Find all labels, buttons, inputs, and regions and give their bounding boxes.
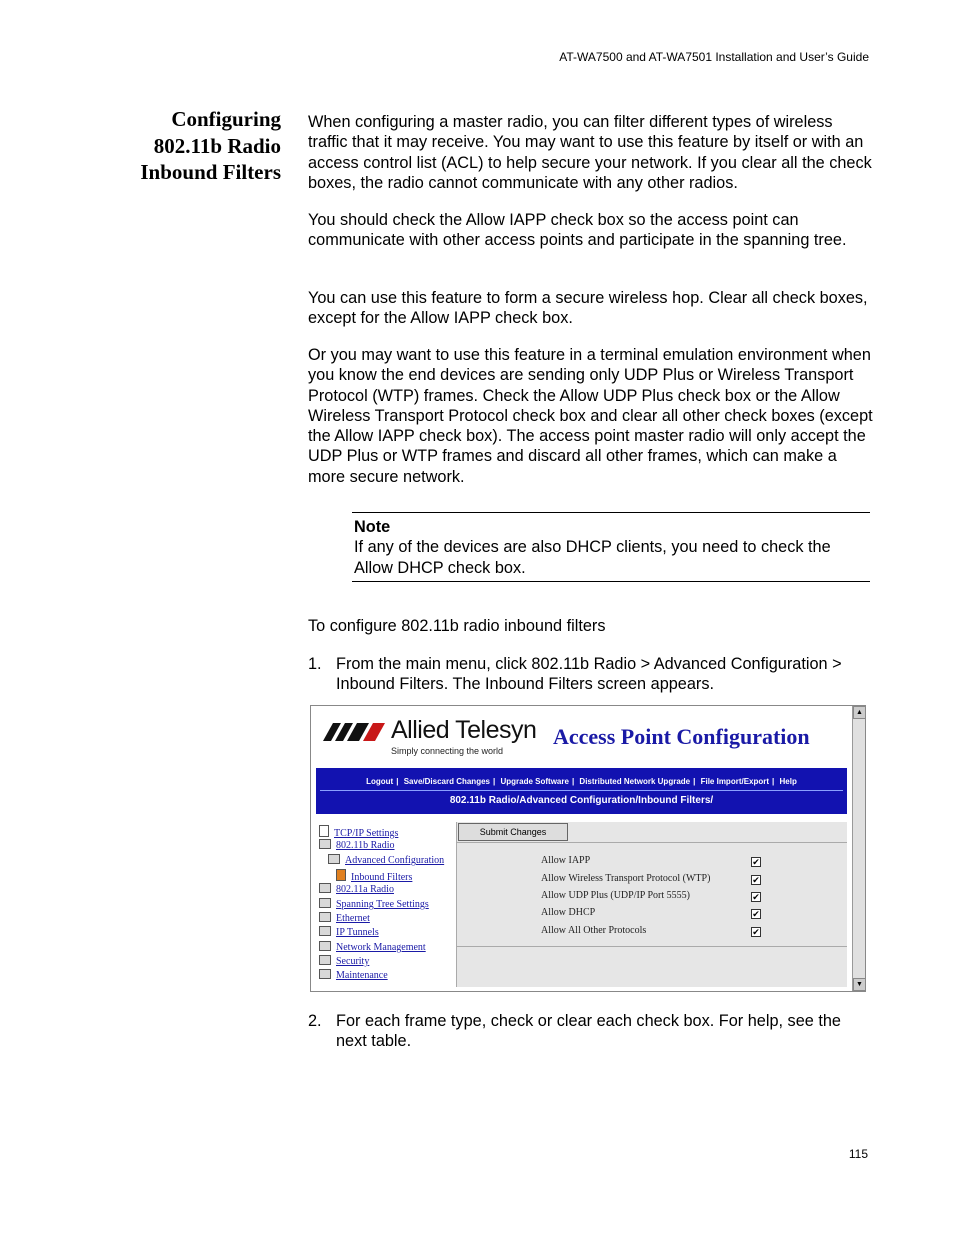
section-heading-line-1: Configuring <box>171 107 281 131</box>
filter-allow-iapp-label: Allow IAPP <box>541 855 591 866</box>
filter-allow-wtp-label: Allow Wireless Transport Protocol (WTP) <box>541 873 711 884</box>
nav-link-distributed-upgrade[interactable]: Distributed Network Upgrade <box>579 777 691 786</box>
section-heading <box>120 106 281 186</box>
step-text: From the main menu, click 802.11b Radio > Advanced Configuration > Inbound Filters. The Inbound Filters screen appears. <box>336 655 842 694</box>
content-area <box>457 822 847 987</box>
scroll-up-icon[interactable]: ▲ <box>853 706 866 719</box>
folder-icon <box>319 912 331 922</box>
filter-allow-udp-plus-checkbox[interactable]: ✔ <box>752 892 760 902</box>
folder-icon <box>319 926 331 936</box>
note-box <box>352 512 870 582</box>
nav-link-save-discard[interactable]: Save/Discard Changes <box>403 777 490 786</box>
nav-link-file-import-export[interactable]: File Import/Export <box>700 777 770 786</box>
page-number: 115 <box>848 1147 868 1161</box>
running-header: AT-WA7500 and AT-WA7501 Installation and User’s Guide <box>559 50 869 64</box>
body-paragraph-1: When configuring a master radio, you can filter different types of wireless traffic that it may receive. You may want to use this feature by itself or with an access control list (ACL) to help secure your network. If you clear all the check boxes, the radio cannot communicate with any other radios. <box>308 113 872 192</box>
folder-open-icon <box>319 839 331 849</box>
note-title: Note <box>354 518 391 536</box>
filter-allow-wtp-checkbox[interactable]: ✔ <box>752 875 760 885</box>
sidebar-item-network-management[interactable]: Network Management <box>319 941 426 953</box>
sidebar-item-inbound-filters[interactable]: Inbound Filters <box>336 869 412 883</box>
filter-allow-dhcp-checkbox[interactable]: ✔ <box>752 909 760 919</box>
page-icon <box>319 825 329 837</box>
folder-open-icon <box>328 854 340 864</box>
note-text: If any of the devices are also DHCP clients, you need to check the Allow DHCP check box. <box>354 538 831 577</box>
allied-telesyn-logo-icon <box>323 721 387 743</box>
body-paragraph-4: Or you may want to use this feature in a terminal emulation environment when you know the end devices are sending only UDP Plus or Wireless Transport Protocol (WTP) frames. Check the Allow UDP Plus check box or the Allow Wireless Transport Protocol check box and clear all other check boxes (except the Allow IAPP check box). The access point master radio will only accept the UDP Plus or WTP frames and discard all other frames, which can make a more secure network. <box>308 346 873 486</box>
folder-icon <box>319 883 331 893</box>
step-text: For each frame type, check or clear each check box. For help, see the next table. <box>336 1012 841 1051</box>
app-title: Access Point Configuration <box>553 724 810 749</box>
scrollbar[interactable] <box>852 706 865 991</box>
sidebar-item-80211b-radio[interactable]: 802.11b Radio <box>319 839 395 851</box>
sidebar-item-80211a-radio[interactable]: 802.11a Radio <box>319 883 394 895</box>
nav-links: Logout | Save/Discard Changes | Upgrade Software | Distributed Network Upgrade | File Import/Export | Help <box>366 777 797 786</box>
sidebar-item-security[interactable]: Security <box>319 955 369 967</box>
body-paragraph-3: You can use this feature to form a secure wireless hop. Clear all check boxes, except for the Allow IAPP check box. <box>308 289 868 328</box>
nav-link-logout[interactable]: Logout <box>366 777 394 786</box>
inbound-filters-screenshot <box>310 705 866 992</box>
filter-allow-dhcp-label: Allow DHCP <box>541 907 596 918</box>
sidebar <box>316 822 457 987</box>
logo-tagline: Simply connecting the world <box>391 746 504 756</box>
sidebar-item-tcpip[interactable]: TCP/IP Settings <box>319 825 398 839</box>
sidebar-item-advanced-configuration[interactable]: Advanced Configuration <box>328 854 444 866</box>
filter-allow-udp-plus-label: Allow UDP Plus (UDP/IP Port 5555) <box>541 890 690 901</box>
procedure-intro: To configure 802.11b radio inbound filters <box>308 617 606 635</box>
scroll-down-icon[interactable]: ▼ <box>853 978 866 991</box>
folder-icon <box>319 955 331 965</box>
logo-wordmark: Allied Telesyn <box>391 716 537 744</box>
sidebar-item-ethernet[interactable]: Ethernet <box>319 912 370 924</box>
submit-changes-button[interactable]: Submit Changes <box>458 823 568 841</box>
filter-allow-other-checkbox[interactable]: ✔ <box>752 927 760 937</box>
nav-link-help[interactable]: Help <box>779 777 797 786</box>
step-number: 1. <box>308 655 322 673</box>
filter-allow-other-label: Allow All Other Protocols <box>541 925 647 936</box>
page-active-icon <box>336 869 346 881</box>
nav-bar <box>316 768 847 814</box>
section-heading-line-3: Inbound Filters <box>140 160 281 184</box>
sidebar-item-ip-tunnels[interactable]: IP Tunnels <box>319 926 379 938</box>
folder-icon <box>319 941 331 951</box>
folder-icon <box>319 969 331 979</box>
body-paragraph-2: You should check the Allow IAPP check box so the access point can communicate with other access points and participate in the spanning tree. <box>308 211 847 250</box>
section-heading-line-2: 802.11b Radio <box>153 133 281 158</box>
breadcrumb: 802.11b Radio/Advanced Configuration/Inbound Filters/ <box>449 795 714 806</box>
allied-telesyn-logo <box>321 716 551 766</box>
nav-link-upgrade-software[interactable]: Upgrade Software <box>500 777 569 786</box>
sidebar-item-spanning-tree[interactable]: Spanning Tree Settings <box>319 898 429 910</box>
folder-icon <box>319 898 331 908</box>
filter-allow-iapp-checkbox[interactable]: ✔ <box>752 857 760 867</box>
sidebar-item-maintenance[interactable]: Maintenance <box>319 969 388 981</box>
step-number: 2. <box>308 1012 322 1030</box>
